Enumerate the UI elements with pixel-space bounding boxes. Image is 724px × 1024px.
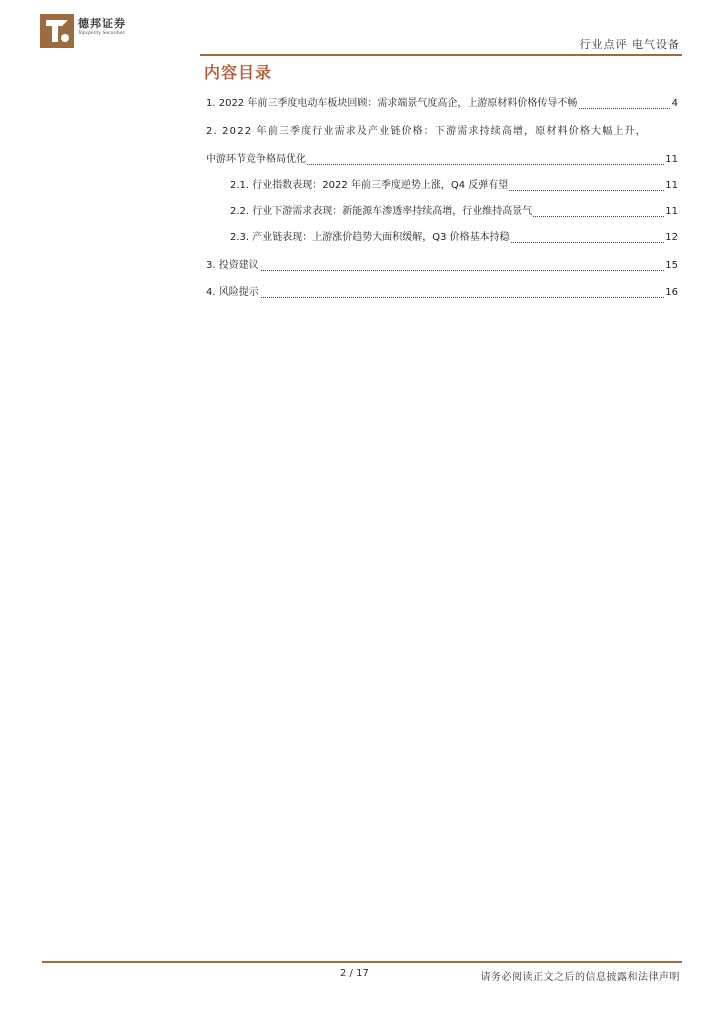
toc-entry[interactable] <box>206 96 678 112</box>
toc-title: 内容目录 <box>204 63 273 82</box>
toc-entry-label: 中游环节竞争格局优化 <box>206 152 307 168</box>
toc-entry[interactable] <box>230 204 678 220</box>
toc-entry[interactable] <box>230 230 678 246</box>
legal-notice: 请务必阅读正文之后的信息披露和法律声明 <box>480 972 680 983</box>
header-divider <box>200 54 682 56</box>
report-category: 行业点评 电气设备 <box>579 38 680 51</box>
toc-entry-label: 2.2. 行业下游需求表现：新能源车渗透率持续高增，行业维持高景气 <box>230 204 533 220</box>
toc-entry-label: 2.3. 产业链表现：上游涨价趋势大面积缓解，Q3 价格基本持稳 <box>230 230 511 246</box>
footer-divider <box>42 961 682 963</box>
toc-leader-dots <box>206 297 678 298</box>
toc-entry-page: 4 <box>671 96 678 112</box>
logo-english-name: Topsperity Securities <box>78 31 125 36</box>
toc-entry[interactable] <box>206 124 678 140</box>
toc-entry-page: 16 <box>664 285 678 301</box>
toc-entry[interactable] <box>206 258 678 274</box>
toc-entry-label: 3. 投资建议 <box>206 258 260 274</box>
page-header <box>0 0 724 60</box>
toc-entry[interactable] <box>206 152 678 168</box>
toc-entry-page: 12 <box>664 230 678 246</box>
toc-entry[interactable] <box>230 178 678 194</box>
toc-entry-page: 11 <box>664 152 678 168</box>
toc-leader-dots <box>206 270 678 271</box>
toc-entry-label: 2. 2022 年前三季度行业需求及产业链价格：下游需求持续高增，原材料价格大幅上升， <box>206 124 648 140</box>
toc-entry-label: 4. 风险提示 <box>206 285 260 301</box>
page-number: 2 / 17 <box>340 968 369 979</box>
toc-entry-label: 2.1. 行业指数表现：2022 年前三季度逆势上涨，Q4 反弹有望 <box>230 178 509 194</box>
toc-entry-label: 1. 2022 年前三季度电动车板块回顾：需求端景气度高企，上游原材料价格传导不畅 <box>206 96 578 112</box>
toc-entry-page: 15 <box>664 258 678 274</box>
toc-entry[interactable] <box>206 285 678 301</box>
logo-mark-icon <box>40 14 74 48</box>
toc-entry-page: 11 <box>664 178 678 194</box>
toc-entry-page: 11 <box>664 204 678 220</box>
logo-chinese-name: 德邦证券 <box>78 17 126 30</box>
company-logo <box>40 14 126 48</box>
